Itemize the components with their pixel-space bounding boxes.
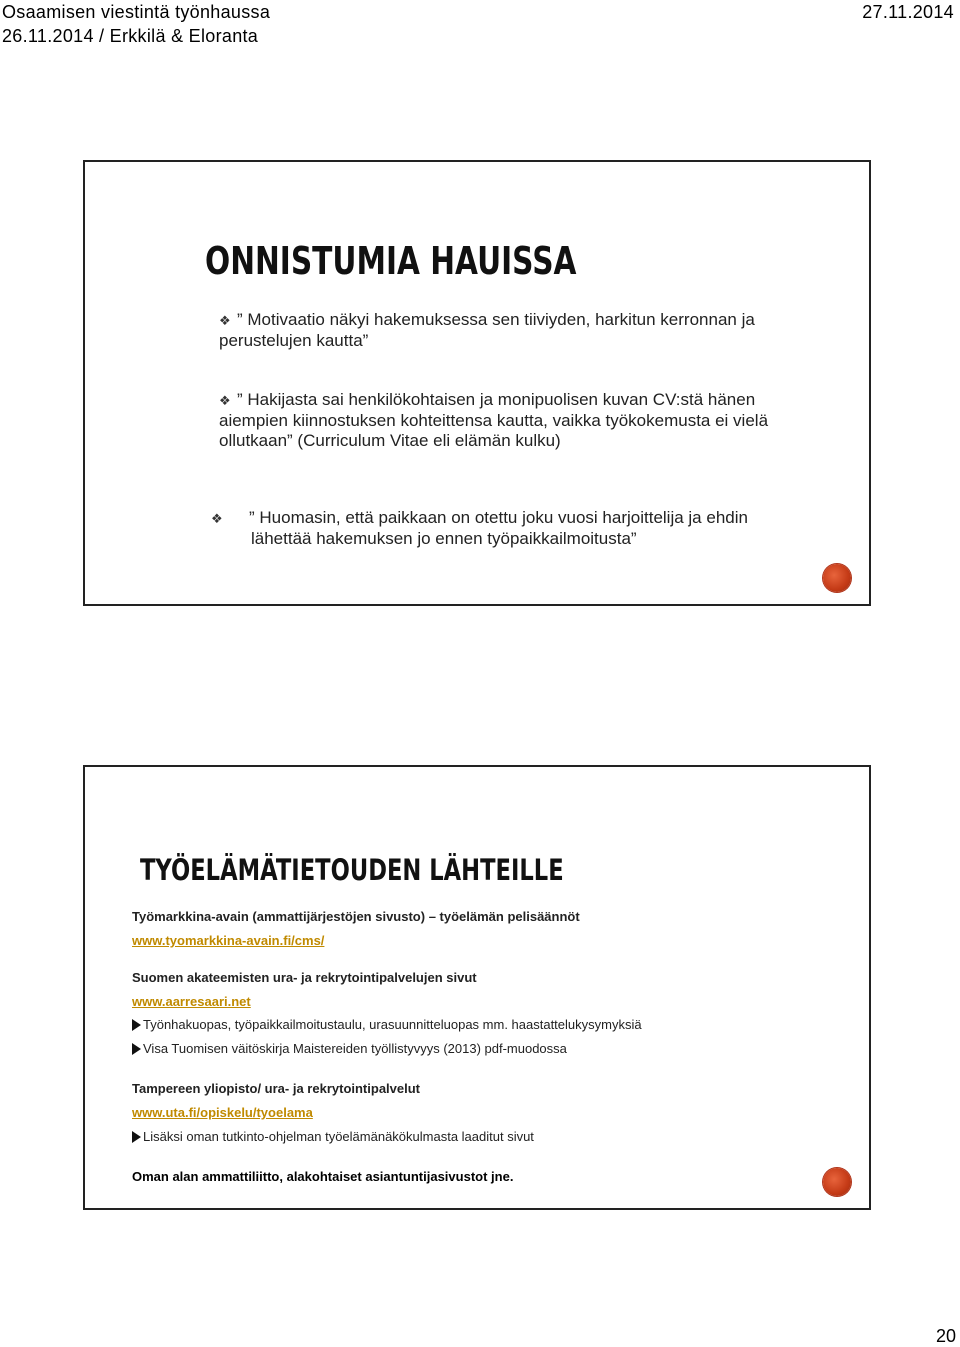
university-seal-icon xyxy=(823,564,851,592)
source-heading: Suomen akateemisten ura- ja rekrytointipalvelujen sivut xyxy=(132,970,477,985)
source-detail: Visa Tuomisen väitöskirja Maistereiden työllistyvyys (2013) pdf-muodossa xyxy=(132,1041,567,1057)
source-heading: Tampereen yliopisto/ ura- ja rekrytointipalvelut xyxy=(132,1081,420,1096)
link-aarresaari[interactable]: www.aarresaari.net xyxy=(132,994,251,1009)
page-number: 20 xyxy=(935,1326,956,1346)
document-title: Osaamisen viestintä työnhaussa xyxy=(2,2,271,22)
university-seal-icon xyxy=(823,1168,851,1196)
source-detail: Lisäksi oman tutkinto-ohjelman työelämänäkökulmasta laaditut sivut xyxy=(132,1129,534,1145)
slide-title: ONNISTUMIA HAUISSA xyxy=(205,239,577,283)
source-heading: Oman alan ammattiliitto, alakohtaiset asiantuntijasivustot jne. xyxy=(132,1169,514,1184)
arrow-bullet-icon xyxy=(132,1043,141,1055)
source-detail: Työnhakuopas, työpaikkailmoitustaulu, urasuunnitteluopas mm. haastattelukysymyksiä xyxy=(132,1017,642,1033)
slide-onnistumia xyxy=(83,160,871,606)
document-date: 27.11.2014 xyxy=(862,2,954,22)
link-tyomarkkina-avain[interactable]: www.tyomarkkina-avain.fi/cms/ xyxy=(132,933,325,948)
document-subtitle: 26.11.2014 / Erkkilä & Eloranta xyxy=(2,26,259,46)
diamond-bullet-icon: ❖ xyxy=(211,511,223,526)
slide-title: TYÖELÄMÄTIETOUDEN LÄHTEILLE xyxy=(140,853,564,887)
quote-item: ❖ ” Hakijasta sai henkilökohtaisen ja monipuolisen kuvan CV:stä hänen aiempien kiinnostuksen kohteittensa kautta, vaikka työkokemusta ei vielä ollutkaan” (Curriculum Vitae eli elämän kulku) xyxy=(219,390,769,450)
arrow-bullet-icon xyxy=(132,1019,141,1031)
arrow-bullet-icon xyxy=(132,1131,141,1143)
slide-lahteille xyxy=(83,765,871,1210)
quote-item: ❖ ” Huomasin, että paikkaan on otettu joku vuosi harjoittelija ja ehdin lähettää hakemuksen jo ennen työpaikkailmoitusta” xyxy=(211,508,748,548)
diamond-bullet-icon: ❖ xyxy=(219,313,231,328)
link-uta-tyoelama[interactable]: www.uta.fi/opiskelu/tyoelama xyxy=(132,1105,313,1120)
diamond-bullet-icon: ❖ xyxy=(219,393,231,408)
quote-item: ❖ ” Motivaatio näkyi hakemuksessa sen tiiviyden, harkitun kerronnan ja perustelujen kautta” xyxy=(219,310,755,350)
source-heading: Työmarkkina-avain (ammattijärjestöjen sivusto) – työelämän pelisäännöt xyxy=(132,909,580,924)
